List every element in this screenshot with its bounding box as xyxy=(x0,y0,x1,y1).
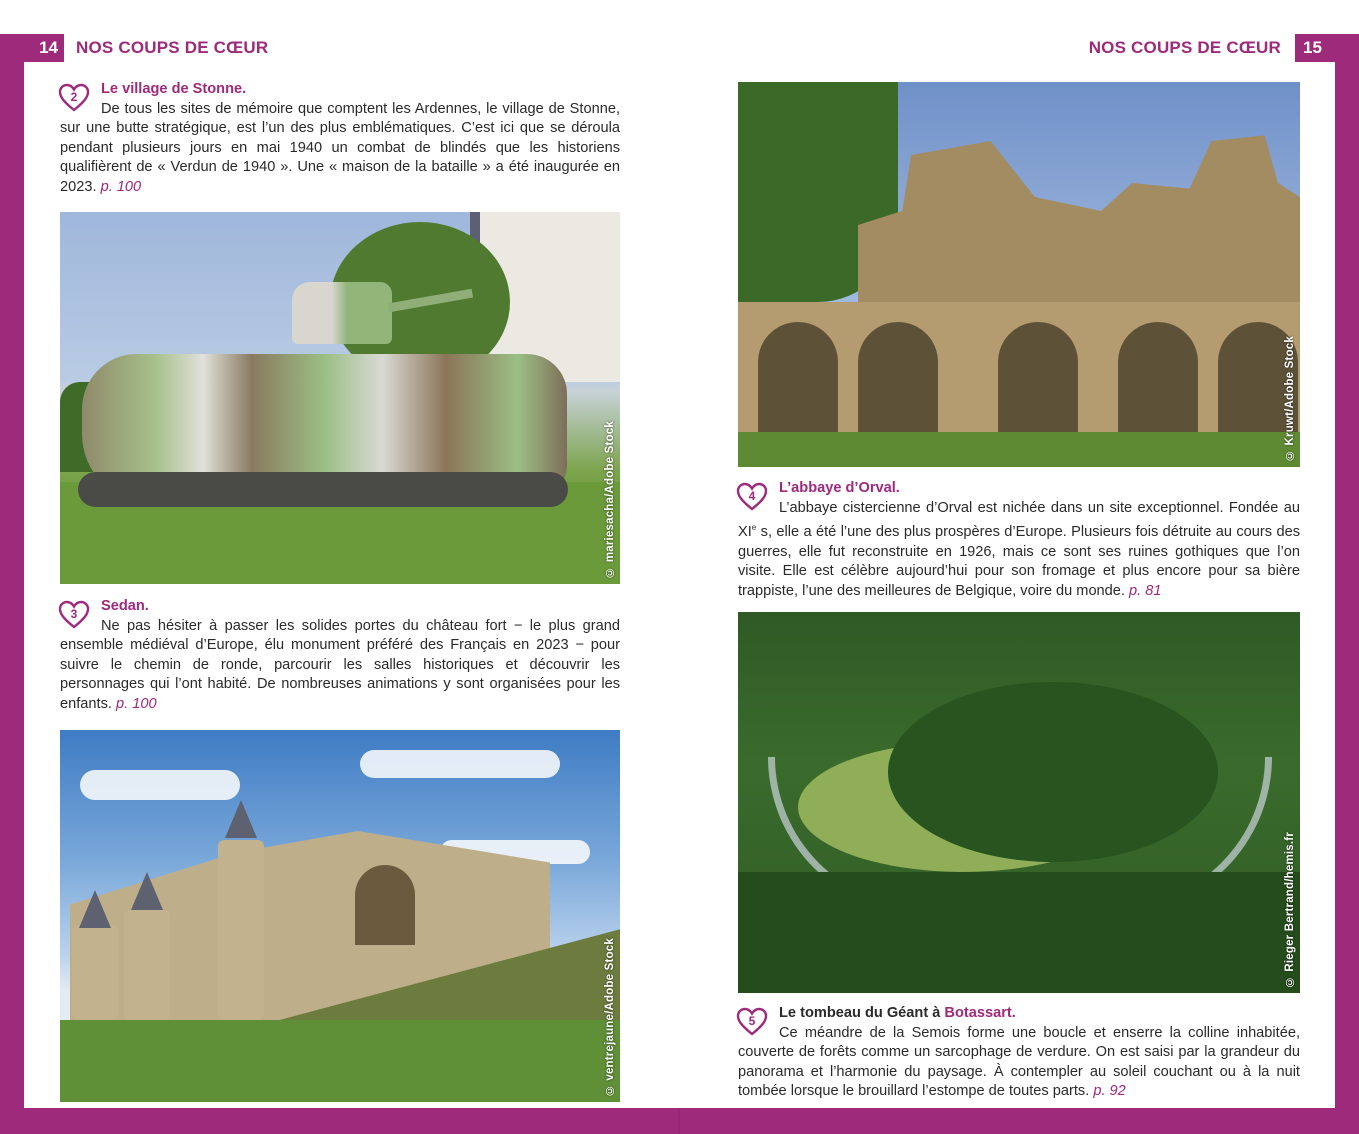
heart-icon xyxy=(736,1007,768,1037)
page-reference-link[interactable]: p. 100 xyxy=(100,178,142,195)
place-link[interactable]: Botassart. xyxy=(944,1005,1016,1021)
entry-title: Sedan. xyxy=(101,598,149,614)
photo-abbey-orval xyxy=(738,82,1300,467)
photo-valley-botassart xyxy=(738,612,1300,993)
photo-credit: © Rieger Bertrand/hemis.fr xyxy=(1284,831,1296,987)
entry-sedan xyxy=(60,597,620,715)
svg-text:5: 5 xyxy=(748,1014,756,1028)
entry-title: L’abbaye d’Orval. xyxy=(779,480,900,496)
entry-body: Ne pas hésiter à passer les solides portes du château fort − le plus grand ensemble médiéval d’Europe, élu monument préféré des Français en 2023 − pour suivre le chemin de ronde, parcourir les salles historiques et découvrir les personnages qui l’ont habité. De nombreuses animations y sont organisées pour les enfants. p. 100 xyxy=(60,617,620,712)
running-head-right: NOS COUPS DE CŒUR xyxy=(1088,38,1281,57)
photo-credit: © Kruwt/Adobe Stock xyxy=(1284,335,1296,461)
spread-gutter xyxy=(678,1108,680,1134)
entry-botassart xyxy=(738,1004,1300,1102)
svg-text:2: 2 xyxy=(70,90,78,104)
page-reference-link[interactable]: p. 81 xyxy=(1129,582,1162,599)
photo-credit: © ventrejaune/Adobe Stock xyxy=(604,937,616,1096)
page-reference-link[interactable]: p. 92 xyxy=(1093,1083,1126,1100)
photo-tank-stonne xyxy=(60,212,620,584)
svg-text:4: 4 xyxy=(748,489,756,503)
entry-body: Ce méandre de la Semois forme une boucle et enserre la colline inhabitée, couverte de forêts comme un sarcophage de verdure. On est saisi par la grandeur du panorama et l’harmonie du paysage. À contempler au soleil couchant ou à la nuit tombée lorsque le brouillard l’estompe de toutes parts. p. 92 xyxy=(738,1024,1300,1100)
page-frame-right xyxy=(1335,34,1359,1134)
page-reference-link[interactable]: p. 100 xyxy=(116,695,157,712)
page-frame-left xyxy=(0,34,24,1134)
page-number-left: 14 xyxy=(0,34,64,62)
running-head-left: NOS COUPS DE CŒUR xyxy=(76,38,269,57)
entry-body: L’abbaye cistercienne d’Orval est nichée dans un site exceptionnel. Fondée au XIe s, elle a été l’une des plus prospères d’Europe. Plusieurs fois détruite au cours des guerres, elle fut reconstruite en 1926, mais ce sont ses ruines gothiques que l’on visite. Elle est célèbre aujourd’hui pour son fromage et plus encore pour sa bière trappiste, l’une des meilleures de Belgique, voire du monde. p. 81 xyxy=(738,499,1300,599)
page-number-right: 15 xyxy=(1295,34,1359,62)
heart-icon xyxy=(58,600,90,630)
heart-icon xyxy=(736,482,768,512)
photo-credit: © mariesacha/Adobe Stock xyxy=(604,421,616,578)
entry-orval xyxy=(738,479,1300,601)
svg-text:3: 3 xyxy=(70,607,78,621)
entry-body: De tous les sites de mémoire que comptent les Ardennes, le village de Stonne, sur une butte stratégique, est l’un des plus emblématiques. C’est ici que se déroula pendant plusieurs jours en mai 1940 un combat de blindés que les historiens qualifièrent de « Verdun de 1940 ». Une « maison de la bataille » a été inaugurée en 2023. p. 100 xyxy=(60,100,620,195)
entry-title: Le village de Stonne. xyxy=(101,81,247,97)
photo-castle-sedan xyxy=(60,730,620,1102)
entry-title: Le tombeau du Géant à Botassart. xyxy=(779,1005,1016,1021)
heart-icon xyxy=(58,83,90,113)
entry-stonne xyxy=(60,80,620,198)
